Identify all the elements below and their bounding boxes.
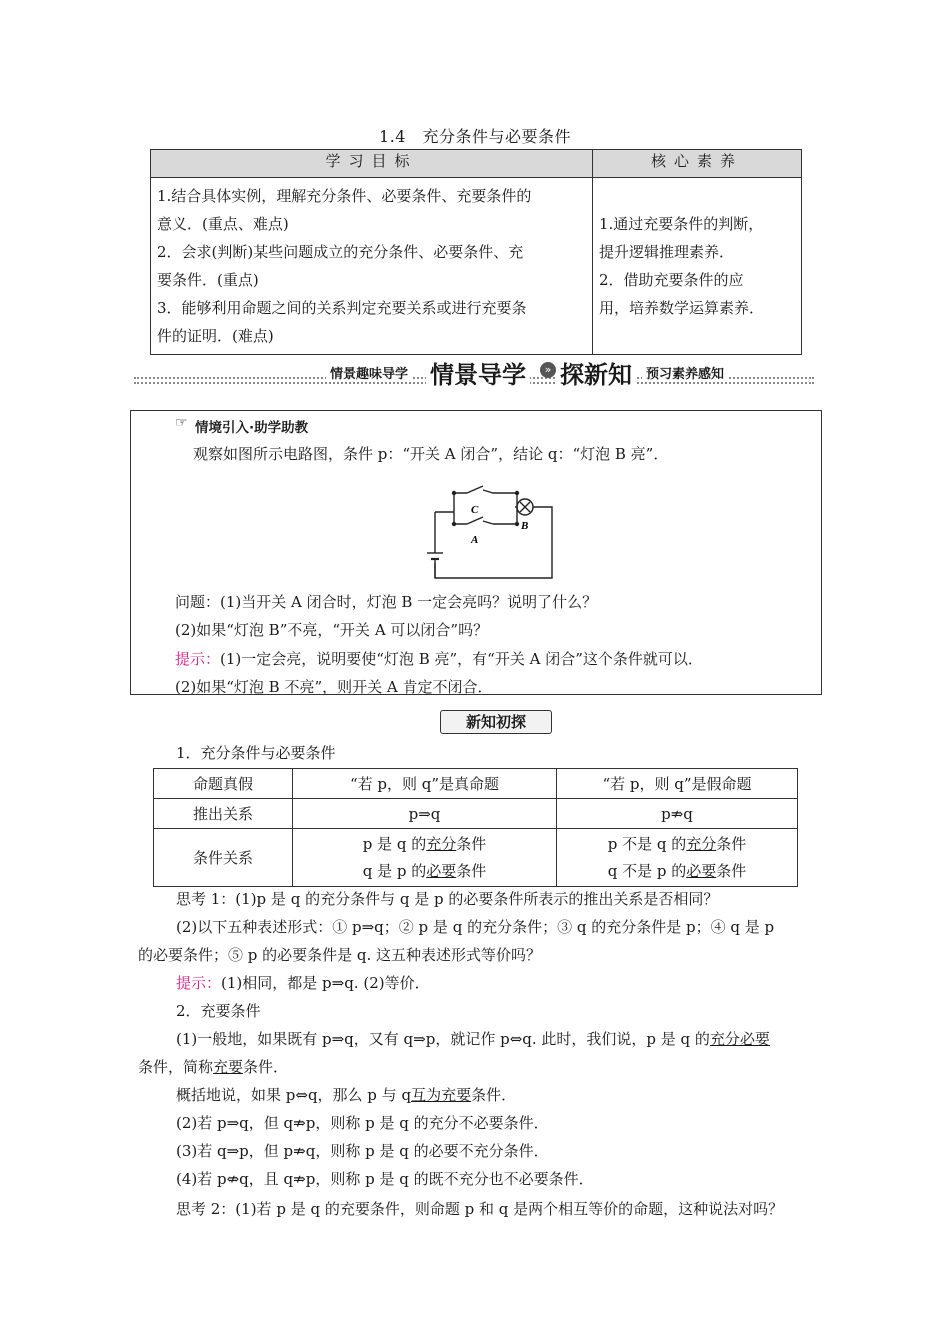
cond-cell: 条件关系 [154, 829, 293, 887]
cond-cell-true: p 是 q 的充分条件 q 是 p 的必要条件 [293, 829, 557, 887]
intro-answer-2: (2)如果“灯泡 B 不亮”，则开关 A 肯定不闭合． [175, 678, 493, 696]
literacy-cell [593, 178, 802, 355]
header-objectives: 学习目标 [151, 150, 593, 178]
section-banner [134, 355, 814, 389]
objective-line: 2．会求(判断)某些问题成立的充分条件、必要条件、充 [157, 243, 524, 261]
cond-cell: p⇒q [293, 799, 557, 829]
circuit-diagram [427, 479, 562, 581]
body-line: 思考 1：(1)p 是 q 的充分条件与 q 是 p 的必要条件所表示的推出关系是否相同？ [176, 890, 719, 908]
body-hint-line: 提示：(1)相同，都是 p⇒q. (2)等价． [176, 974, 430, 992]
intro-question-1: 问题：(1)当开关 A 闭合时，灯泡 B 一定会亮吗？说明了什么？ [175, 593, 598, 611]
pointing-hand-icon: ☞ [175, 415, 188, 431]
body-line: (3)若 q⇒p，但 p⇏q，则称 p 是 q 的必要不充分条件． [176, 1142, 549, 1160]
banner-title-2: 探新知 [556, 355, 636, 390]
objective-line: 3．能够利用命题之间的关系判定充要关系或进行充要条 [157, 299, 527, 317]
section-1-title: 1．充分条件与必要条件 [176, 744, 336, 762]
cond-cell: “若 p，则 q”是假命题 [557, 769, 798, 799]
literacy-line: 提升逻辑推理素养． [599, 243, 735, 261]
banner-title-1: 情景导学 [426, 355, 530, 390]
objective-line: 要条件．(重点) [157, 271, 259, 289]
hint-text: (1)一定会亮，说明要使“灯泡 B 亮”，有“开关 A 闭合”这个条件就可以． [220, 650, 703, 668]
header-literacy: 核心素养 [593, 150, 802, 178]
circuit-label-c: C [471, 504, 479, 516]
objective-line: 件的证明．(难点) [157, 327, 274, 345]
body-line: (4)若 p⇎q，且 q⇏p，则称 p 是 q 的既不充分也不必要条件． [176, 1170, 594, 1188]
body-line: (2)若 p⇒q，但 q⇏p，则称 p 是 q 的充分不必要条件． [176, 1114, 549, 1132]
literacy-line: 2．借助充要条件的应 [599, 271, 744, 289]
body-line: 思考 2：(1)若 p 是 q 的充要条件，则命题 p 和 q 是两个相互等价的命题，这种说法对吗？ [176, 1200, 784, 1218]
circuit-label-b: B [521, 520, 529, 532]
intro-hint-line [175, 648, 703, 669]
intro-tag: 情境引入·助学助教 [195, 420, 309, 436]
cond-cell: “若 p，则 q”是真命题 [293, 769, 557, 799]
cond-cell: 推出关系 [154, 799, 293, 829]
circuit-label-a: A [471, 534, 479, 546]
literacy-line: 用，培养数学运算素养． [599, 299, 765, 317]
cond-cell: p⇏q [557, 799, 798, 829]
body-line: 的必要条件；⑤ p 的必要条件是 q. 这五种表述形式等价吗？ [138, 946, 542, 964]
body-line: (2)以下五种表述形式：① p⇒q；② p 是 q 的充分条件；③ q 的充分条件是 p；④ q 是 p [176, 918, 775, 936]
objective-line: 1.结合具体实例，理解充分条件、必要条件、充要条件的 [157, 187, 532, 205]
page-title: 1.4 充分条件与必要条件 [379, 127, 571, 146]
hint-label: 提示： [176, 974, 222, 992]
section-2-title: 2．充要条件 [176, 1002, 261, 1020]
objectives-cell [151, 178, 593, 355]
section-tag: 新知初探 [440, 710, 552, 734]
banner-left-subtitle: 情景趣味导学 [326, 363, 412, 382]
objective-line: 意义．(重点、难点) [157, 215, 289, 233]
cond-cell: 命题真假 [154, 769, 293, 799]
body-line: 条件，简称充要条件． [138, 1058, 289, 1076]
hint-label: 提示： [175, 650, 221, 668]
literacy-line: 1.通过充要条件的判断， [599, 215, 764, 233]
objectives-table [150, 149, 802, 355]
conditions-table [153, 768, 798, 887]
banner-right-subtitle: 预习素养感知 [642, 363, 728, 382]
body-line: (1)一般地，如果既有 p⇒q，又有 q⇒p，就记作 p⇔q. 此时，我们说，p 是 q 的充分必要 [176, 1030, 770, 1048]
banner-arrow-icon: » [540, 362, 556, 378]
intro-box [130, 410, 822, 695]
intro-line: 观察如图所示电路图，条件 p：“开关 A 闭合”，结论 q：“灯泡 B 亮”． [193, 445, 669, 463]
cond-cell-false: p 不是 q 的充分条件 q 不是 p 的必要条件 [557, 829, 798, 887]
intro-question-2: (2)如果“灯泡 B”不亮，“开关 A 可以闭合”吗？ [175, 621, 489, 639]
body-line: 概括地说，如果 p⇔q，那么 p 与 q互为充要条件． [176, 1086, 517, 1104]
